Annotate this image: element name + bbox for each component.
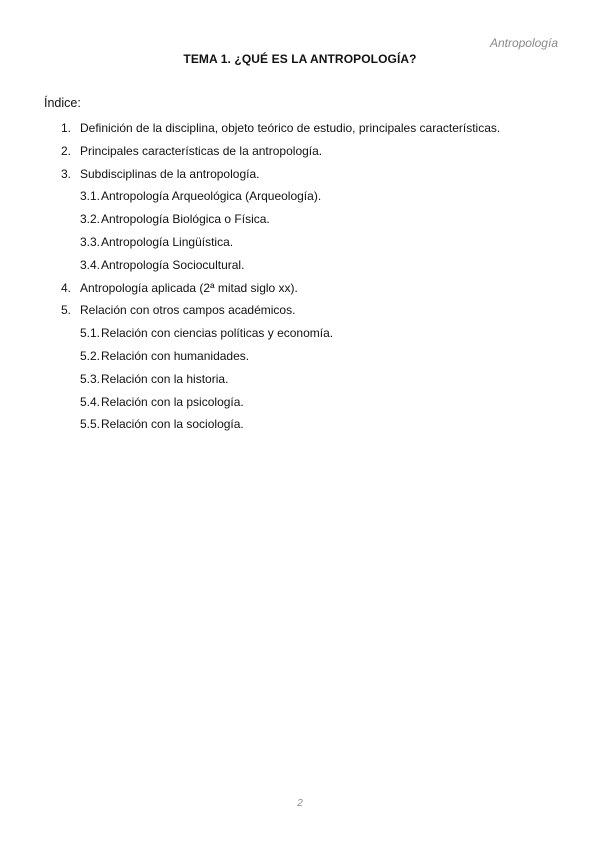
toc-entry [0,302,600,325]
toc-entry [0,166,600,189]
document-title: TEMA 1. ¿QUÉ ES LA ANTROPOLOGÍA? [183,52,417,66]
toc-subentry [0,211,600,234]
toc-entry [0,120,600,143]
toc-subentry [0,234,600,257]
toc-subentry [0,325,600,348]
toc-entry-text: Principales características de la antropología. [80,143,323,158]
toc-subentry-text: Antropología Sociocultural. [101,257,245,272]
toc-entry [0,143,600,166]
toc-subentry-number: 3.1. [80,189,101,204]
table-of-contents [0,120,600,439]
toc-subentry-number: 5.4. [80,394,101,409]
toc-subentry-number: 3.4. [80,257,101,272]
toc-subentry-number: 5.5. [80,417,101,432]
toc-subentry-text: Relación con la sociología. [101,417,244,432]
toc-subentry [0,394,600,417]
toc-subentry-number: 3.3. [80,234,101,249]
toc-entry-text: Relación con otros campos académicos. [80,303,296,318]
toc-subentry-text: Relación con humanidades. [101,348,250,363]
toc-subentry-text: Relación con la historia. [101,371,229,386]
toc-subentry-number: 5.1. [80,326,101,341]
toc-subentry-text: Relación con la psicología. [101,394,244,409]
toc-subentry [0,188,600,211]
toc-subentry-text: Relación con ciencias políticas y economía. [101,326,334,341]
toc-subentry-text: Antropología Biológica o Física. [101,212,270,227]
toc-subentry-text: Antropología Lingüística. [101,234,234,249]
toc-entry [0,280,600,303]
toc-entry-number: 4. [61,280,72,295]
toc-entry-number: 1. [61,121,72,135]
page-number: 2 [297,798,303,809]
toc-subentry-number: 5.3. [80,371,101,386]
toc-entry-text: Subdisciplinas de la antropología. [80,166,260,181]
index-heading: Índice: [44,96,81,110]
toc-subentry [0,416,600,439]
toc-subentry-text: Antropología Arqueológica (Arqueología). [101,189,322,204]
toc-entry-text: Antropología aplicada (2ª mitad siglo xx). [80,280,298,295]
toc-entry-number: 5. [61,303,72,318]
toc-entry-number: 2. [61,143,72,158]
toc-subentry [0,348,600,371]
toc-subentry [0,257,600,280]
running-header: Antropología [489,36,558,50]
toc-subentry [0,371,600,394]
toc-subentry-number: 5.2. [80,348,101,363]
toc-subentry-number: 3.2. [80,212,101,227]
toc-entry-text: Definición de la disciplina, objeto teórico de estudio, principales características. [80,121,501,135]
toc-entry-number: 3. [61,166,72,181]
